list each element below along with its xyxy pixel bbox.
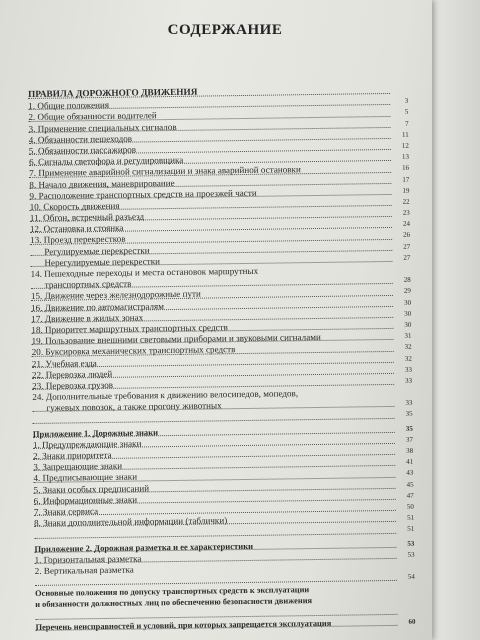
toc-entry-page: 30 <box>403 298 412 307</box>
toc-entry-page: 26 <box>403 231 411 240</box>
toc-entry-title: 22. Перевозка людей <box>31 368 113 380</box>
toc-entry-page: 29 <box>403 287 411 296</box>
leader-dots <box>33 418 395 424</box>
toc-entry-page: 53 <box>407 550 415 559</box>
toc-entry-page: 5 <box>404 108 409 117</box>
toc-entry-page: 16 <box>402 163 410 173</box>
toc-entry-title: 5. Знаки особых предписаний <box>33 482 150 495</box>
toc-entry-title: 4. Обязанности пешеходов <box>28 133 133 145</box>
toc-entry-title: Нерегулируемые перекрестки <box>44 255 161 268</box>
toc-entry-page: 33 <box>405 376 413 385</box>
toc-entry-page: 32 <box>404 354 412 363</box>
toc-entry-title: 2. Общие обязанности водителей <box>28 110 157 123</box>
toc-entry-title: 1. Предупреждающие знаки <box>32 438 142 450</box>
toc-entry-title: 12. Остановка и стоянка <box>29 222 124 235</box>
toc-entry-page: 27 <box>403 253 411 262</box>
toc-entry-page: 17 <box>402 175 410 184</box>
toc-entry-page: 33 <box>404 365 413 374</box>
toc-entry-title: транспортных средств <box>44 278 132 290</box>
toc-entry-title: 23. Перевозка грузов <box>32 379 114 391</box>
toc-entry-page: 11 <box>401 130 409 139</box>
toc-entry-title: 10. Скорость движения <box>29 200 120 212</box>
toc-entry-page: 45 <box>406 480 414 489</box>
toc-entry-title: 18. Приоритет маршрутных транспортных средств <box>31 322 228 335</box>
toc-entry-page: 37 <box>405 435 414 444</box>
toc-entry-page: 43 <box>406 469 414 478</box>
toc-entry-page: 30 <box>404 320 412 329</box>
toc-entry-title: 1. Горизонтальная разметка <box>34 553 142 565</box>
toc-entry-title: 11. Обгон, встречный разъезд <box>29 211 145 224</box>
toc-entry-page: 13 <box>401 152 410 161</box>
toc-entry-title: 15. Движение через железнодорожные пути <box>30 288 201 302</box>
toc-entry-page: 51 <box>407 524 415 534</box>
toc-entry-page: 31 <box>404 331 412 340</box>
toc-entry-title: гужевых повозок, а также прогону животных <box>46 400 222 414</box>
toc-entry-title: 14. Пешеходные переходы и места остановок маршрутных <box>30 265 259 279</box>
toc-entry-page: 12 <box>401 141 409 150</box>
toc-entry-title: Приложение 1. Дорожные знаки <box>32 426 159 439</box>
toc-entry-title: 3. Применение специальных сигналов <box>28 121 177 134</box>
toc-entry-title: 4. Предписывающие знаки <box>33 471 138 484</box>
toc-entry-title: 7. Применение аварийной сигнализации и знака аварийной остановки <box>29 164 301 179</box>
toc-entry-page: 28 <box>403 275 411 284</box>
toc-entry-title: и обязанности должностных лиц по обеспечению безопасности движения <box>35 596 313 610</box>
table-of-contents <box>28 83 416 633</box>
toc-entry-page: 19 <box>402 186 410 195</box>
toc-entry-page: 27 <box>403 242 411 251</box>
toc-entry-title: 3. Запрещающие знаки <box>33 460 123 473</box>
leader-dots <box>34 532 396 538</box>
toc-entry-page: 54 <box>407 572 415 581</box>
toc-entry-title: 8. Начало движения, маневрирование <box>29 177 175 190</box>
toc-entry-title: ПРАВИЛА ДОРОЖНОГО ДВИЖЕНИЯ <box>28 87 198 100</box>
toc-entry-page: 47 <box>406 491 414 500</box>
toc-entry-title: 6. Информационные знаки <box>33 494 138 506</box>
toc-entry-page: 38 <box>406 446 414 455</box>
toc-entry-title: 8. Знаки дополнительной информации (таблички) <box>34 515 228 529</box>
toc-entry-page: 33 <box>405 398 413 408</box>
toc-entry-page: 51 <box>406 513 415 522</box>
toc-entry-title: Регулируемые перекрестки <box>44 244 150 257</box>
toc-entry-title: 9. Расположение транспортных средств на проезжей части <box>29 187 257 201</box>
toc-entry-title: 6. Сигналы светофора и регулировщика <box>28 154 184 168</box>
toc-entry-page: 30 <box>404 309 412 318</box>
toc-entry-title: 5. Обязанности пассажиров <box>28 144 137 156</box>
toc-entry-page: 50 <box>406 502 414 511</box>
toc-entry-title: 20. Буксировка механических транспортных средств <box>31 344 236 358</box>
toc-entry-title: Перечень неисправностей и условий, при которых запрещается эксплуатация <box>35 618 332 632</box>
toc-entry-title: 2. Вертикальная разметка <box>34 564 134 576</box>
toc-entry-page: 23 <box>402 208 410 217</box>
toc-entry-page: 53 <box>407 539 415 548</box>
toc-entry-page: 35 <box>405 424 413 433</box>
toc-entry-page: 60 <box>408 617 416 626</box>
toc-entry-title: 7. Знаки сервиса <box>33 506 99 517</box>
toc-entry-title: 1. Общие положения <box>28 100 110 112</box>
toc-entry-title: Приложение 2. Дорожная разметка и ее характеристики <box>34 540 254 554</box>
page-title: СОДЕРЖАНИЕ <box>167 22 283 38</box>
toc-entry-page: 7 <box>404 119 409 128</box>
toc-entry-title: 17. Движение в жилых зонах <box>31 312 144 324</box>
toc-entry-title: 2. Знаки приоритета <box>33 449 112 461</box>
toc-entry-page: 32 <box>404 342 412 352</box>
toc-entry-page: 35 <box>405 410 413 419</box>
toc-entry-title: 21. Учебная езда <box>31 357 97 369</box>
toc-entry-page: 3 <box>404 96 409 105</box>
toc-entry-page: 24 <box>402 219 410 229</box>
toc-entry-title: 24. Дополнительные требования к движению велосипедов, мопедов, <box>32 388 299 403</box>
toc-entry-title: Основные положения по допуску транспортных средств к эксплуатации <box>34 585 310 599</box>
toc-entry-title: 19. Пользование внешними световыми приборами и звуковыми сигналами <box>31 332 321 347</box>
toc-entry-title: 13. Проезд перекрестков <box>30 234 126 246</box>
toc-entry-title: 16. Движение по автомагистралям <box>30 300 164 313</box>
toc-entry-page: 41 <box>406 457 414 466</box>
toc-entry-page: 22 <box>402 197 410 206</box>
